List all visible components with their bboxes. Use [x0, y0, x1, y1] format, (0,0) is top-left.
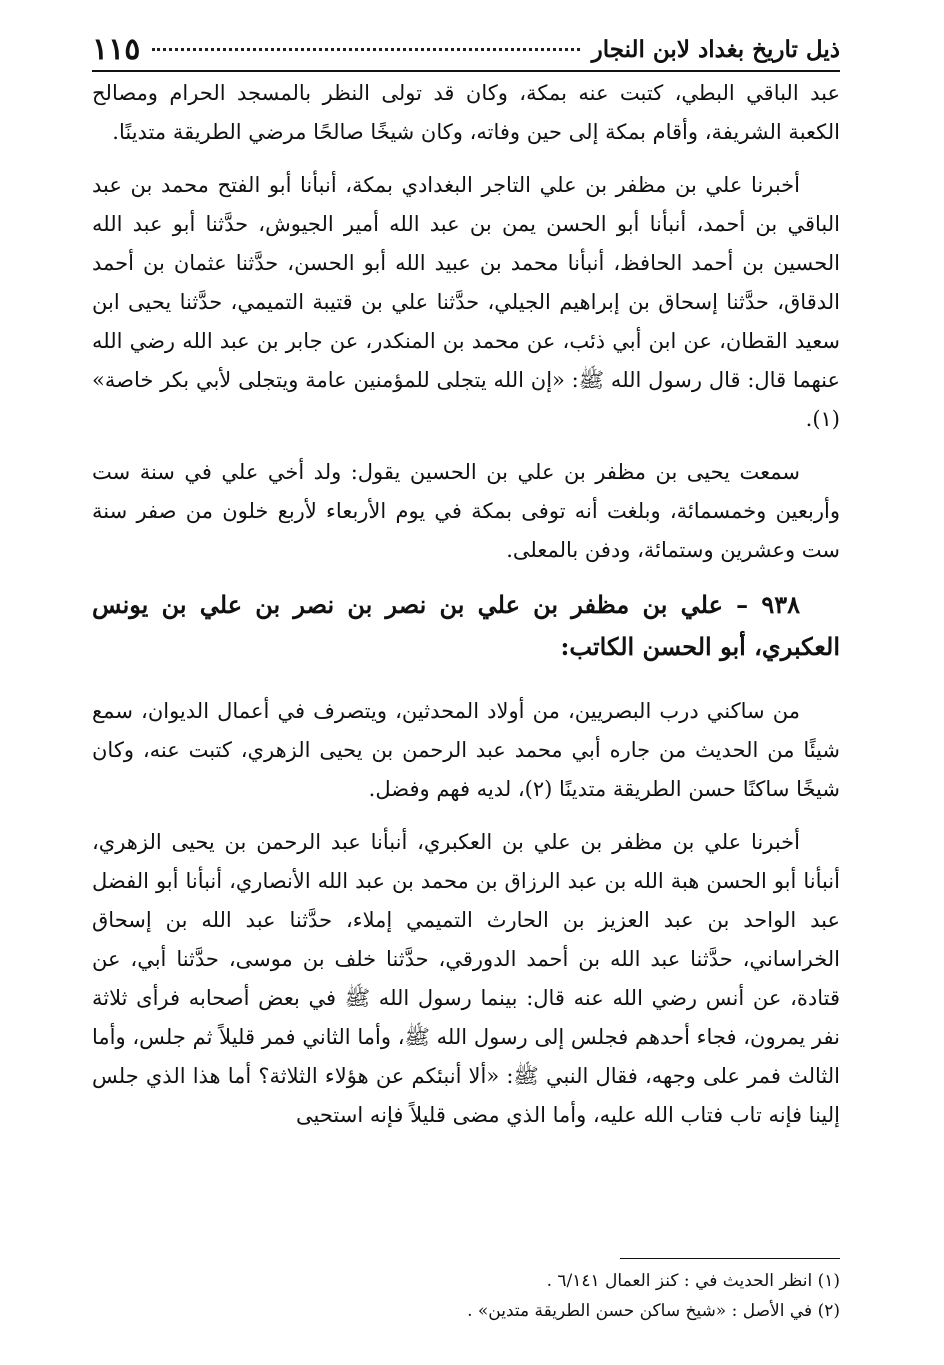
paragraph-biography: من ساكني درب البصريين، من أولاد المحدثين، ويتصرف في أعمال الديوان، سمع شيئًا من الحديث من جاره أبي محمد عبد الرحمن بن يحيى الزهري، كتبت عنه، وكان شيخًا ساكنًا حسن الطريقة متدينًا (٢)، لديه فهم وفضل.: [92, 699, 840, 801]
paragraph-death-note: سمعت يحيى بن مظفر بن علي بن الحسين يقول: ولد أخي علي في سنة ست وأربعين وخمسمائة، وبلغت أنه توفى بمكة في يوم الأربعاء لأربع خلون من صفر سنة ست وعشرين وستمائة، ودفن بالمعلى.: [92, 460, 840, 562]
paragraph-continuation: عبد الباقي البطي، كتبت عنه بمكة، وكان قد تولى النظر بالمسجد الحرام ومصالح الكعبة الشريفة، وأقام بمكة إلى حين وفاته، وكان شيخًا صالحًا مرضي الطريقة متدينًا.: [92, 81, 840, 144]
page-number: ١١٥: [92, 31, 141, 67]
entry-heading: ٩٣٨ – علي بن مظفر بن علي بن نصر بن نصر بن علي بن يونس العكبري، أبو الحسن الكاتب:: [92, 590, 840, 661]
footnote-divider: [620, 1258, 840, 1259]
footnote-2: (٢) في الأصل : «شيخ ساكن حسن الطريقة متدين» .: [467, 1301, 840, 1321]
paragraph-hadith: أخبرنا علي بن مظفر بن علي بن العكبري، أنبأنا عبد الرحمن بن يحيى الزهري، أنبأنا أبو الحسن هبة الله بن عبد الرزاق بن محمد بن عبد الله الأنصاري، أنبأنا أبو الفضل عبد الواحد بن عبد العزيز بن الحارث التميمي إملاء، حدَّثنا عبد الله بن إسحاق الخراساني، حدَّثنا عبد الله بن أحمد الدورقي، حدَّثنا خلف بن موسى، حدَّثنا أبي، عن قتادة، عن أنس رضي الله عنه قال: بينما رسول الله ﷺ في بعض أصحابه فرأى ثلاثة نفر يمرون، فجاء أحدهم فجلس إلى رسول الله ﷺ، وأما الثاني فمر قليلاً ثم جلس، وأما الثالث فمر على وجهه، فقال النبي ﷺ: «ألا أنبئكم عن هؤلاء الثلاثة؟ أما هذا الذي جلس إلينا فإنه تاب فتاب الله عليه، وأما الذي مضى قليلاً فإنه استحيى: [92, 830, 840, 1127]
footnotes: [92, 1266, 840, 1326]
header-dot-leader: [152, 48, 579, 51]
footnote-1: (١) انظر الحديث في : كنز العمال ٦/١٤١ .: [546, 1271, 840, 1291]
main-text: [92, 74, 840, 1135]
page-header: [92, 28, 840, 72]
paragraph-isnad: أخبرنا علي بن مظفر بن علي التاجر البغدادي بمكة، أنبأنا أبو الفتح محمد بن عبد الباقي بن أحمد، أنبأنا أبو الحسن يمن بن عبد الله أمير الجيوش، حدَّثنا أبو عبد الله الحسين بن أحمد الحافظ، أنبأنا محمد بن عبيد الله أبو الحسن، حدَّثنا عثمان بن أحمد الدقاق، حدَّثنا إسحاق بن إبراهيم الجيلي، حدَّثنا علي بن قتيبة التميمي، حدَّثنا يحيى ابن سعيد القطان، عن ابن أبي ذئب، عن محمد بن المنكدر، عن جابر بن عبد الله رضي الله عنهما قال: قال رسول الله ﷺ: «إن الله يتجلى للمؤمنين عامة ويتجلى لأبي بكر خاصة» (١).: [92, 173, 840, 431]
running-title: ذيل تاريخ بغداد لابن النجار: [591, 35, 840, 63]
